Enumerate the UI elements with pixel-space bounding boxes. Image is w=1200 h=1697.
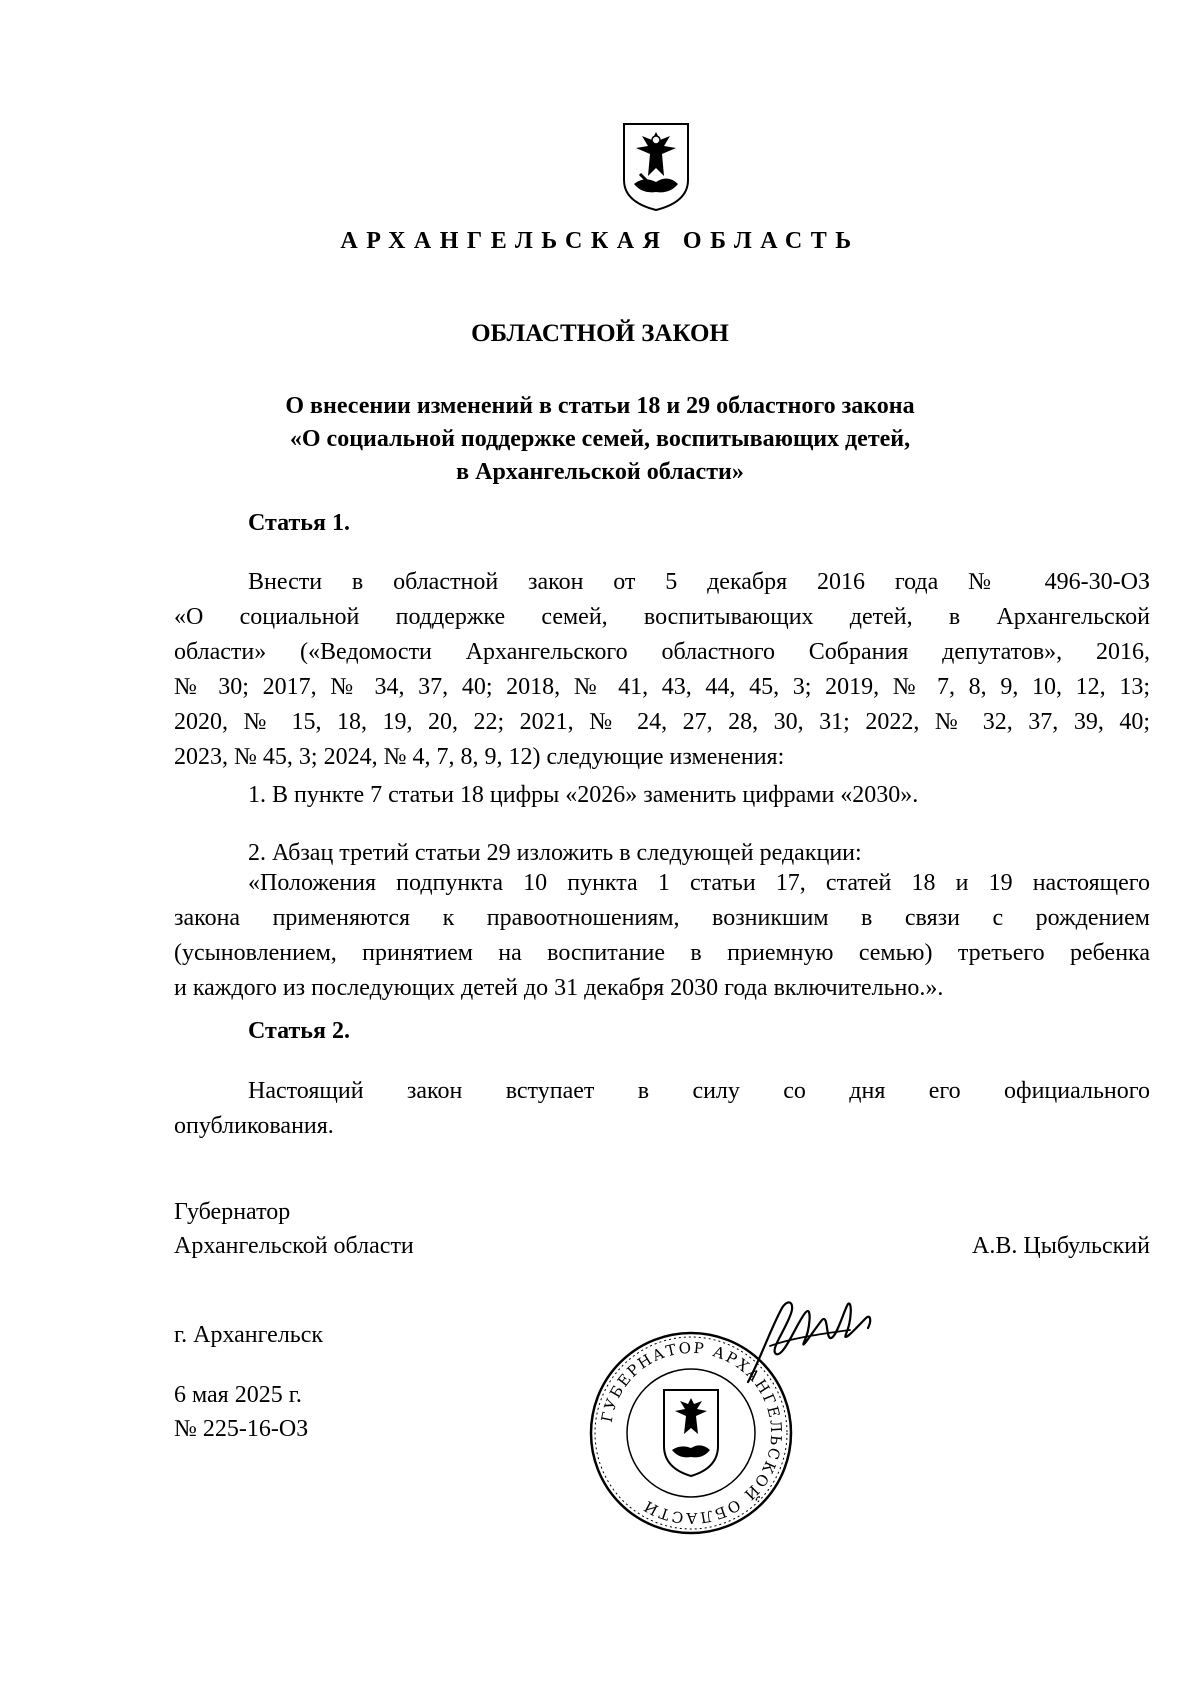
article-1-intro	[174, 565, 1150, 775]
document-date-number	[174, 1378, 308, 1446]
paragraph-line: области» («Ведомости Архангельского областного Собрания депутатов», 2016,	[174, 639, 1150, 665]
paragraph-line: «О социальной поддержке семей, воспитывающих детей, в Архангельской	[174, 604, 1150, 630]
article-2-heading: Статья 2.	[248, 1018, 350, 1044]
article-1-item-1: 1. В пункте 7 статьи 18 цифры «2026» заменить цифрами «2030».	[248, 782, 919, 808]
law-title-line: «О социальной поддержке семей, воспитывающих детей,	[289, 426, 911, 452]
handwritten-signature	[740, 1290, 880, 1390]
position-line: Губернатор	[174, 1199, 291, 1225]
seal-text: ГУБЕРНАТОР АРХАНГЕЛЬСКОЙ ОБЛАСТИ	[597, 1338, 786, 1528]
document-number: № 225-16-ОЗ	[174, 1416, 309, 1442]
signatory-position	[174, 1195, 414, 1263]
region-title: АРХАНГЕЛЬСКАЯ ОБЛАСТЬ	[340, 228, 860, 254]
paragraph-line: Настоящий закон вступает в силу со дня его официального	[248, 1078, 1150, 1104]
article-1-item-2: 2. Абзац третий статьи 29 изложить в следующей редакции:	[248, 840, 862, 866]
city: г. Архангельск	[174, 1322, 324, 1348]
article-2-text	[174, 1074, 1150, 1144]
position-line: Архангельской области	[174, 1233, 414, 1259]
paragraph-line: и каждого из последующих детей до 31 декабря 2030 года включительно.».	[174, 975, 944, 1001]
law-title	[0, 390, 1200, 489]
law-title-line: в Архангельской области»	[456, 459, 744, 485]
coat-of-arms-emblem	[618, 118, 694, 212]
signatory-name: А.В. Цыбульский	[972, 1233, 1150, 1259]
law-title-line: О внесении изменений в статьи 18 и 29 областного закона	[285, 393, 915, 419]
article-1-quote	[174, 866, 1150, 1006]
paragraph-line: 2023, № 45, 3; 2024, № 4, 7, 8, 9, 12) следующие изменения:	[174, 744, 785, 770]
paragraph-line: закона применяются к правоотношениям, возникшим в связи с рождением	[174, 905, 1150, 931]
paragraph-line: Внести в областной закон от 5 декабря 2016 года № 496-30-ОЗ	[248, 569, 1150, 595]
article-1-heading: Статья 1.	[248, 510, 350, 536]
paragraph-line: (усыновлением, принятием на воспитание в приемную семью) третьего ребенка	[174, 940, 1150, 966]
paragraph-line: 2020, № 15, 18, 19, 20, 22; 2021, № 24, 27, 28, 30, 31; 2022, № 32, 37, 39, 40;	[174, 709, 1150, 735]
law-type-heading: ОБЛАСТНОЙ ЗАКОН	[471, 320, 729, 347]
paragraph-line: опубликования.	[174, 1113, 334, 1139]
paragraph-line: № 30; 2017, № 34, 37, 40; 2018, № 41, 43, 44, 45, 3; 2019, № 7, 8, 9, 10, 12, 13;	[174, 674, 1150, 700]
paragraph-line: «Положения подпункта 10 пункта 1 статьи 17, статей 18 и 19 настоящего	[248, 870, 1150, 896]
document-date: 6 мая 2025 г.	[174, 1382, 302, 1408]
